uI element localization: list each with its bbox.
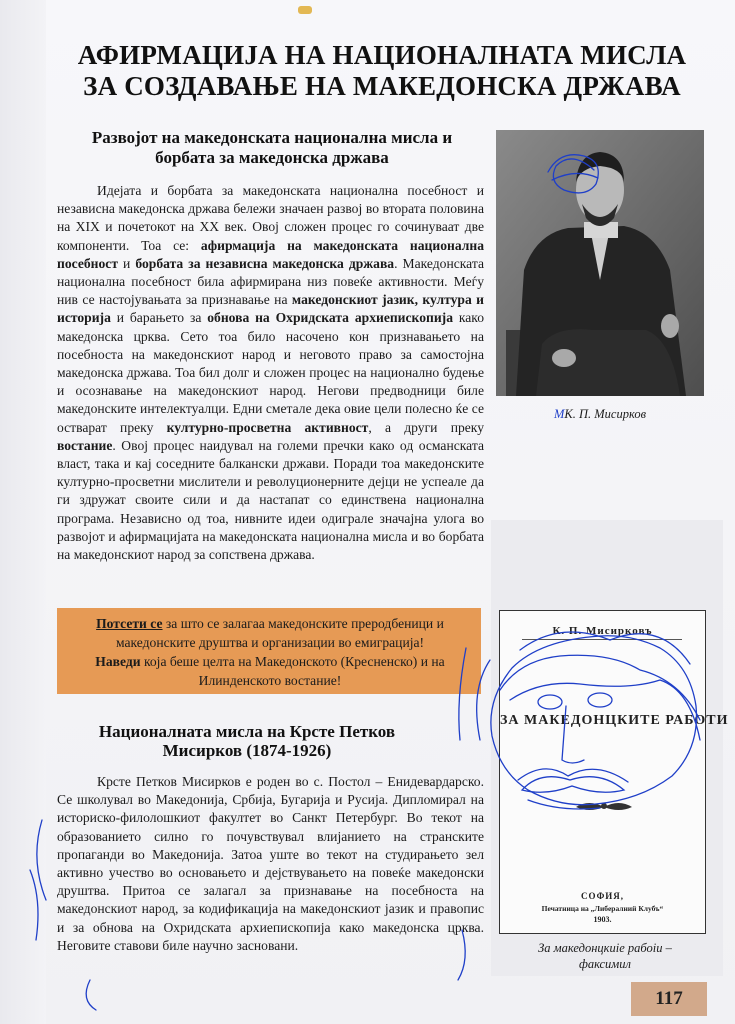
facsimile-author: К. П. Мисирковъ [552,625,653,637]
section1-paragraph [57,182,484,564]
emphasized-text: македонскиот јазик, култура и историја [57,292,484,326]
page-title: АФИРМАЦИЈА НА НАЦИОНАЛНАТА МИСЛА ЗА СОЗДАВАЊЕ НА МАКЕДОНСКА ДРЖАВА [77,40,687,101]
book-facsimile [499,610,729,934]
emphasized-text: востание [57,437,113,453]
section1-paragraph-text [57,182,484,564]
paragraph-text: , а други преку [368,419,485,435]
ornament-icon [574,799,634,813]
task-item-name: Наведи која беше целта на Македонското (Кресненско) и на Илинденското востание! [95,654,445,688]
facsimile-city: СОФИЯ, [580,891,625,901]
task-item-remember: Потсети се за што се залагаа македонските преродбеници и македонските друштва и организации во емиграција! [96,616,444,650]
handwritten-mark: М [553,407,565,421]
task-box [57,608,481,694]
facsimile-year: 1903. [593,915,612,924]
page-number: 117 [631,982,707,1016]
paragraph-text: како македонска црква. Сето тоа било насочено кон признавањето на посебноста на македонскиот народ и неговото право за самостојна македонска држава. Тоа бил долг и сложен процес на национално будење и осознавање на македонскиот народ. Негови предводници биле македонските интелектуалци. Едни сметале дека овие цели полесно ќе се остварат преку [57,310,485,435]
facsimile-rule [522,639,682,640]
tape-mark [298,6,312,14]
facsimile-title: ЗА МАКЕДОНЦКИТЕ РАБОТИ [500,713,729,728]
section1-title: Развојот на македонската национална мисла и борбата за македонска држава [91,128,453,167]
page-margin-shadow [0,0,46,1024]
emphasized-text: културно-просветна активност [166,419,369,435]
facsimile-caption: За македонцкиiе рабоiи – факсимил [538,941,672,971]
paragraph-text: Идејата и борбата за македонската национална посебност и независна македонска држава бележи значаен развој во втората половина на XIX и почетокот на XX век. Овој сложен процес го сочинуваат две компоненти. Тоа се: [57,183,484,253]
portrait-image [496,130,704,396]
portrait-photo [496,130,704,396]
paragraph-text: и [118,255,136,271]
facsimile-press: Печатница на „Либералний Клубъ“ [541,904,664,913]
paragraph-text: . Овој процес наидувал на големи пречки како од османската власт, така и кај соседните балкански држави. Поради тоа македонските културно-просветни мислители и револуционерните дејци не успеале да ги здружат своите сили и да настапат со единствена национална програма. Независно од тоа, нивните идеи одиграле значајна улога во развојот и афирмацијата на македонската национална мисла и во борбата на македонскиот народ за сопствена држава. [57,437,484,563]
emphasized-text: обнова на Охридската архиепископија [207,310,453,326]
section2-paragraph: Крсте Петков Мисирков е роден во с. Постол – Енидевардарско. Се школувал во Македонија, Србија, Бугарија и Русија. Дипломирал на историско-филолошкиот факултет во Санкт Петербург. Во текот на образованието силно го почувствувал влијанието на странските пропаганди во Македонија. Затоа уште во текот на студирањето зел активно учество во основањето и дејствувањето на повеќе македонски друштва. Притоа се залагал за признавање на посебноста на македонскиот народ, за кодификација на македонскиот јазик и правопис и за обнова на Охридската архиепископија како македонска црква. Неговите ставови биле научно засновани. [57,774,484,953]
emphasized-text: борбата за независна македонска држава [135,255,395,271]
portrait-caption: МК. П. Мисирков [553,407,646,421]
section2-title: Националната мисла на Крсте Петков Мисирков (1874-1926) [98,722,396,760]
paragraph-text: и барањето за [110,310,208,326]
paragraph-text: . Македонската национална посебност била афирмирана низ повеќе активности. Меѓу нив се настојувањата за признавање на [57,255,484,308]
emphasized-text: афирмација на македонската национална посебност [57,237,484,271]
